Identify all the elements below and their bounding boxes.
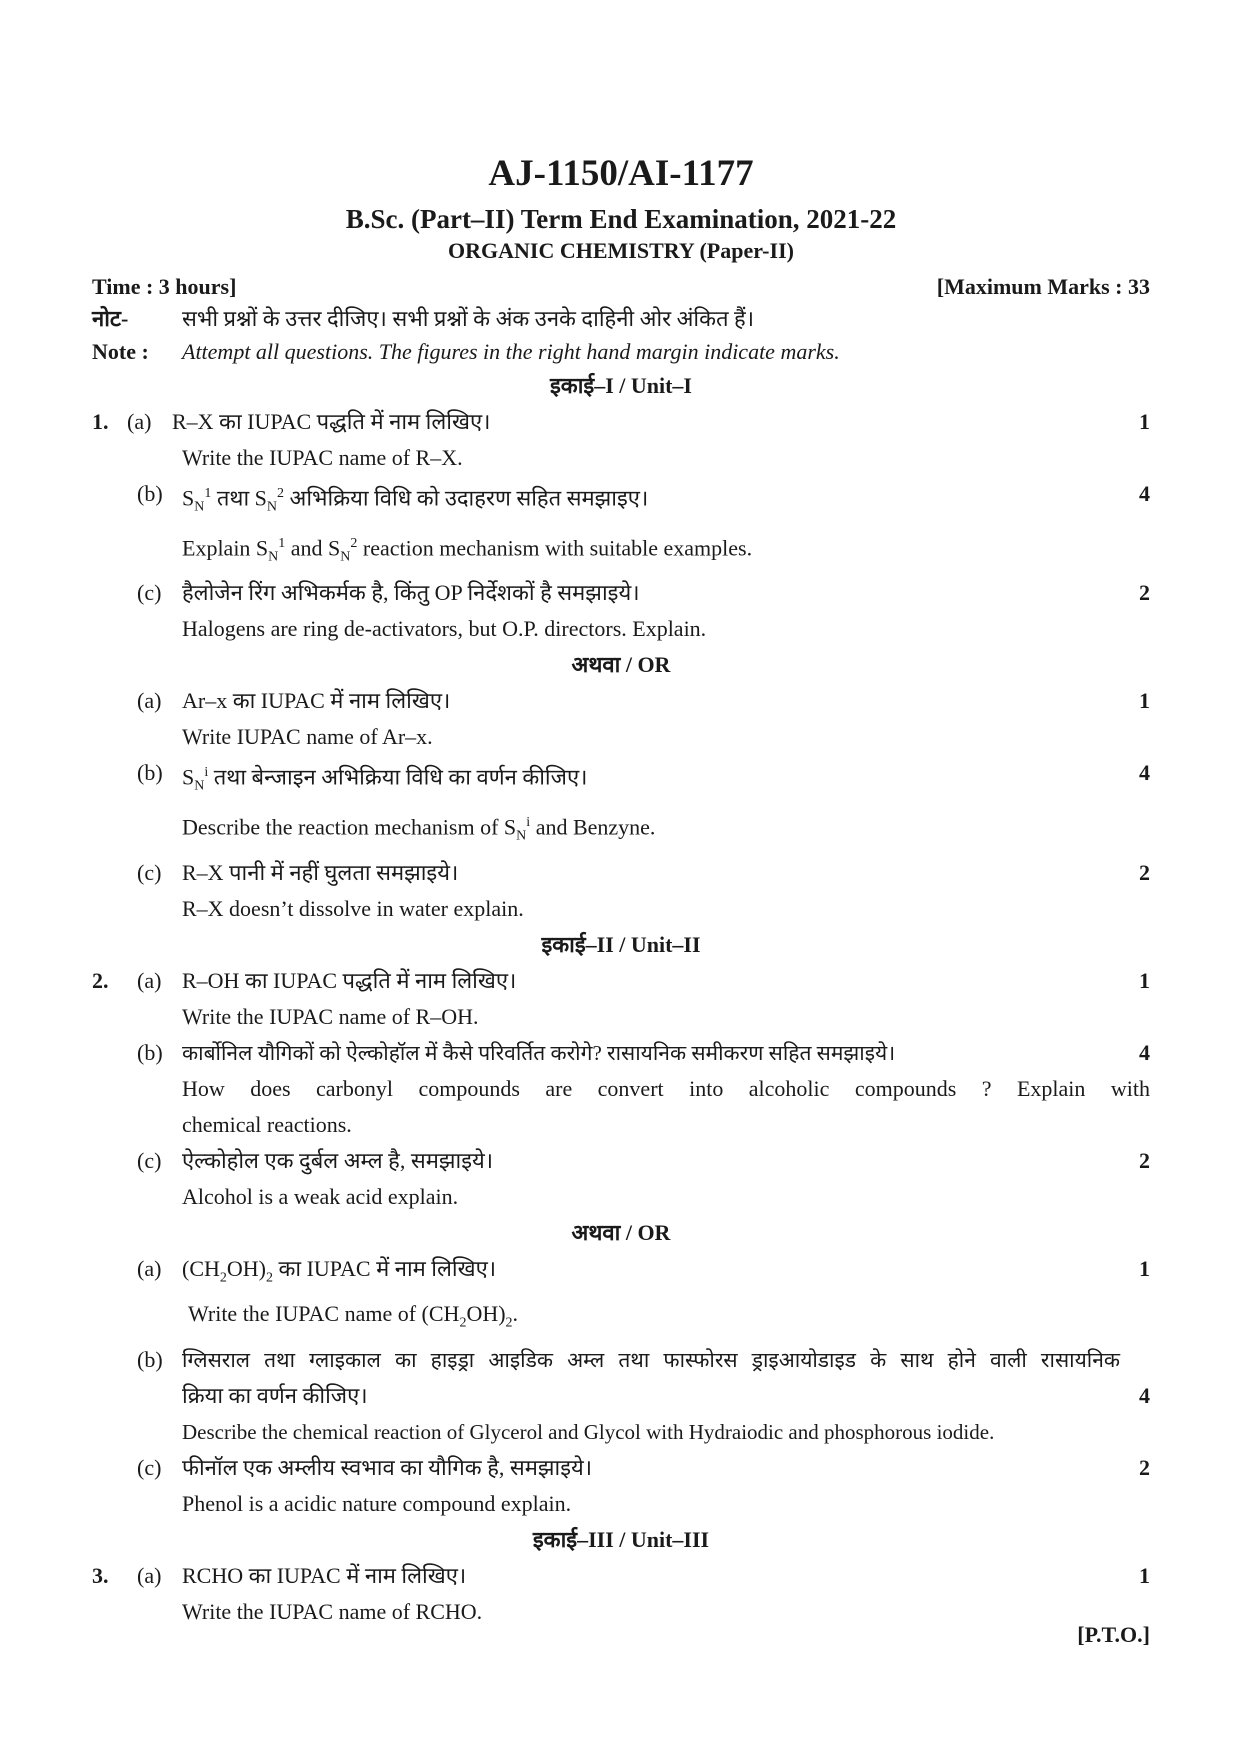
question-english-row — [92, 719, 1150, 755]
question-english: Describe the chemical reaction of Glycerol and Glycol with Hydraiodic and phosphorous iodide. — [182, 1419, 995, 1444]
question-item-continued — [92, 1378, 1150, 1414]
question-english-row — [92, 1486, 1150, 1522]
note-english-text: Attempt all questions. The figures in the right hand margin indicate marks. — [182, 339, 840, 364]
question-number: 2. — [92, 967, 109, 993]
marks: 1 — [1139, 967, 1150, 993]
question-english: chemical reactions. — [182, 1111, 352, 1137]
question-hindi: हैलोजेन रिंग अभिकर्मक है, किंतु OP निर्देशकों है समझाइये। — [182, 580, 640, 606]
sub-label: (b) — [137, 1039, 163, 1065]
question-english: Write the IUPAC name of $(CH_2OH)_2$. — [188, 1301, 519, 1331]
please-turn-over: [P.T.O.] — [1077, 1622, 1150, 1647]
question-hindi: R–OH का IUPAC पद्धति में नाम लिखिए। — [182, 967, 517, 993]
marks: 2 — [1139, 859, 1150, 885]
question-item — [92, 1143, 1150, 1179]
time-allowed: Time : 3 hours] — [92, 274, 237, 299]
question-item — [92, 575, 1150, 611]
question-english: Write the IUPAC name of RCHO. — [182, 1598, 483, 1624]
sub-label: (c) — [137, 1147, 162, 1173]
marks: 1 — [1139, 409, 1150, 434]
question-hindi: $S_N^i$ तथा बेन्जाइन अभिक्रिया विधि का वर्णन कीजिए। — [182, 764, 588, 795]
note-hindi-text: सभी प्रश्नों के उत्तर दीजिए। सभी प्रश्नों के अंक उनके दाहिनी ओर अंकित हैं। — [182, 306, 755, 331]
question-item — [92, 1035, 1150, 1071]
or-heading: अथवा / OR — [571, 652, 671, 678]
question-english-row — [92, 526, 1150, 576]
question-hindi: फीनॉल एक अम्लीय स्वभाव का यौगिक है, समझाइये। — [182, 1454, 593, 1480]
question-english: Write the IUPAC name of R–X. — [182, 445, 463, 470]
question-number: 3. — [92, 1562, 109, 1588]
marks: 1 — [1139, 1255, 1150, 1281]
question-hindi: $S_N^1$ तथा $S_N^2$ अभिक्रिया विधि को उदाहरण सहित समझाइए। — [182, 485, 649, 515]
sub-label: (a) — [137, 1562, 162, 1588]
question-english: R–X doesn’t dissolve in water explain. — [182, 895, 524, 921]
question-english-row — [92, 1071, 1150, 1107]
question-english-row — [92, 1296, 1150, 1341]
question-english: Write the IUPAC name of R–OH. — [182, 1003, 479, 1029]
marks: 1 — [1139, 1562, 1150, 1588]
question-english: Halogens are ring de-activators, but O.P. directors. Explain. — [182, 616, 707, 642]
question-item — [92, 963, 1150, 999]
question-hindi: RCHO का IUPAC में नाम लिखिए। — [182, 1562, 467, 1588]
question-item — [92, 1558, 1150, 1594]
sub-label: (c) — [137, 580, 162, 606]
question-item — [92, 1342, 1150, 1378]
unit-heading: इकाई–III / Unit–III — [532, 1526, 710, 1552]
question-english-row — [92, 1179, 1150, 1215]
question-english-row — [92, 1414, 1150, 1450]
question-english: Describe the reaction mechanism of $S_N^i$ and Benzyne. — [182, 814, 656, 844]
question-english: Alcohol is a weak acid explain. — [182, 1183, 459, 1209]
question-item — [92, 476, 1150, 526]
marks: 1 — [1139, 688, 1150, 714]
question-english: Phenol is a acidic nature compound explain. — [182, 1490, 572, 1516]
exam-title: B.Sc. (Part–II) Term End Examination, 2021-22 — [345, 204, 897, 234]
marks: 2 — [1139, 1147, 1150, 1173]
or-heading: अथवा / OR — [571, 1219, 671, 1245]
question-item — [92, 755, 1150, 805]
question-item — [92, 1251, 1150, 1296]
question-item — [92, 683, 1150, 719]
question-item — [92, 855, 1150, 891]
question-hindi: ग्लिसराल तथा ग्लाइकाल का हाइड्रा आइडिक अम्ल तथा फास्फोरस ड्राइआयोडाइड के साथ होने वाली रासायनिक — [182, 1347, 1120, 1372]
question-english-row — [92, 999, 1150, 1035]
sub-label: (a) — [137, 1255, 162, 1281]
marks: 4 — [1139, 1382, 1150, 1408]
question-hindi: Ar–x का IUPAC में नाम लिखिए। — [182, 688, 451, 714]
question-item — [92, 404, 1150, 440]
question-hindi: ऐल्कोहोल एक दुर्बल अम्ल है, समझाइये। — [182, 1147, 494, 1173]
question-english: How does carbonyl compounds are convert into alcoholic compounds ? Explain with — [182, 1075, 1150, 1101]
question-english: Explain $S_N^1$ and $S_N^2$ reaction mechanism with suitable examples. — [182, 535, 753, 565]
sub-label: (c) — [137, 859, 162, 885]
sub-label: (c) — [137, 1454, 162, 1480]
question-hindi: R–X का IUPAC पद्धति में नाम लिखिए। — [172, 409, 491, 434]
sub-label: (a) — [127, 409, 152, 434]
sub-label: (b) — [137, 1346, 163, 1372]
question-hindi: क्रिया का वर्णन कीजिए। — [182, 1382, 368, 1408]
marks: 4 — [1139, 481, 1150, 506]
question-english: Write IUPAC name of Ar–x. — [182, 724, 433, 750]
time-marks-row — [92, 272, 1150, 302]
question-hindi: $(CH_2OH)_2$ का IUPAC में नाम लिखिए। — [182, 1255, 497, 1286]
marks: 2 — [1139, 580, 1150, 606]
unit-heading: इकाई–I / Unit–I — [550, 373, 692, 398]
sub-label: (a) — [137, 967, 162, 993]
marks: 2 — [1139, 1454, 1150, 1480]
note-hindi-label: नोट- — [92, 306, 129, 331]
marks: 4 — [1139, 760, 1150, 786]
question-number: 1. — [92, 409, 109, 434]
sub-label: (b) — [137, 760, 163, 786]
paper-code: AJ-1150/AI-1177 — [488, 153, 754, 194]
paper-title: ORGANIC CHEMISTRY (Paper-II) — [448, 238, 794, 263]
question-english-row — [92, 1594, 1150, 1630]
note-hindi — [92, 302, 1150, 335]
sub-label: (b) — [137, 481, 163, 506]
question-hindi: R–X पानी में नहीं घुलता समझाइये। — [182, 859, 459, 885]
question-english-row — [92, 440, 1150, 476]
question-english-row — [92, 805, 1150, 855]
marks: 4 — [1139, 1039, 1150, 1065]
question-english-row — [92, 611, 1150, 647]
unit-heading: इकाई–II / Unit–II — [541, 931, 701, 957]
question-hindi: कार्बोनिल यौगिकों को ऐल्कोहॉल में कैसे परिवर्तित करोगे? रासायनिक समीकरण सहित समझाइये। — [182, 1040, 896, 1065]
sub-label: (a) — [137, 688, 162, 714]
question-english-row — [92, 1107, 1150, 1143]
note-english-label: Note : — [92, 339, 149, 364]
question-paper — [92, 150, 1150, 1630]
question-item — [92, 1450, 1150, 1486]
question-english-row — [92, 891, 1150, 927]
note-english — [92, 335, 1150, 368]
maximum-marks: [Maximum Marks : 33 — [936, 274, 1150, 299]
